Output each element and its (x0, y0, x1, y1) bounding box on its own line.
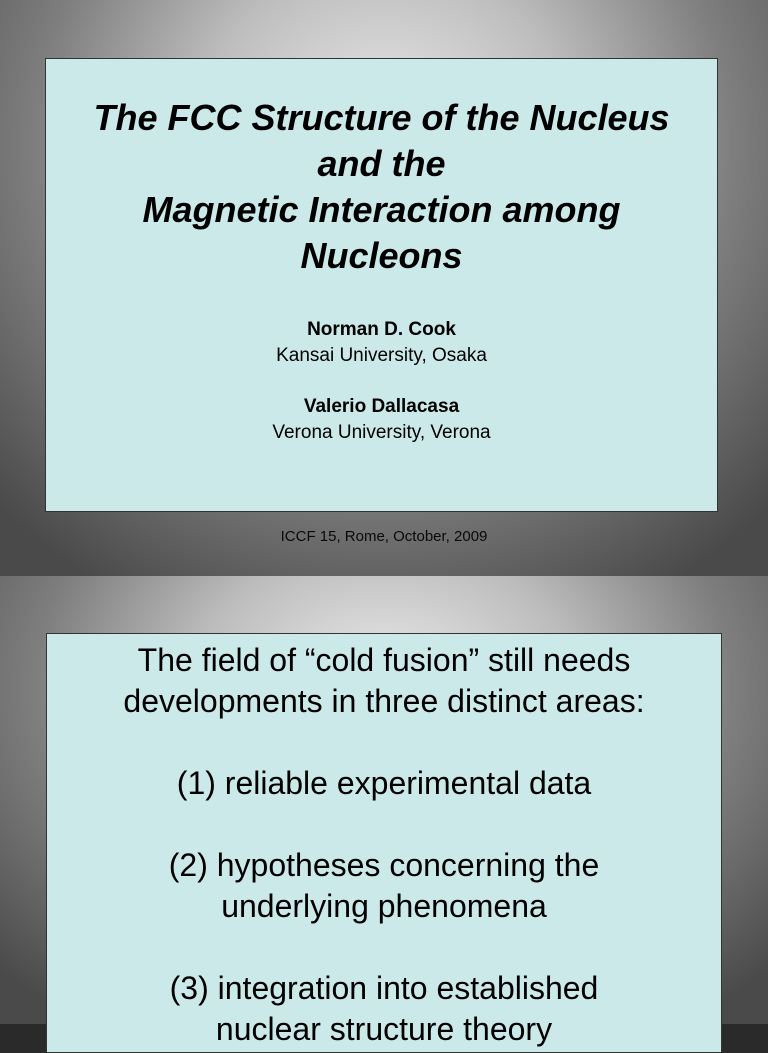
title-line: and the (317, 143, 446, 184)
title-line: The FCC Structure of the Nucleus (93, 97, 670, 138)
title-slide-panel (45, 58, 718, 512)
author-name: Valerio Dallacasa (303, 396, 460, 417)
body-line: developments in three distinct areas: (123, 683, 645, 719)
list-item: (3) integration into established (169, 970, 599, 1006)
title-line: Nucleons (300, 235, 463, 276)
author-name: Norman D. Cook (307, 319, 456, 340)
slide-footer: ICCF 15, Rome, October, 2009 (280, 528, 488, 545)
list-item-continuation: underlying phenomena (221, 888, 547, 924)
author-affiliation: Kansai University, Osaka (276, 345, 487, 366)
author-block (46, 317, 717, 369)
list-item: (1) reliable experimental data (176, 765, 592, 801)
list-item-continuation: nuclear structure theory (215, 1011, 553, 1047)
title-line: Magnetic Interaction among (142, 189, 621, 230)
body-line: The field of “cold fusion” still needs (137, 642, 631, 678)
author-affiliation: Verona University, Verona (272, 422, 491, 443)
slide-body (47, 640, 721, 1050)
content-slide (0, 576, 768, 1047)
list-item: (2) hypotheses concerning the (168, 847, 600, 883)
slide-title (46, 95, 717, 279)
author-block (46, 394, 717, 446)
content-slide-panel (46, 633, 722, 1053)
